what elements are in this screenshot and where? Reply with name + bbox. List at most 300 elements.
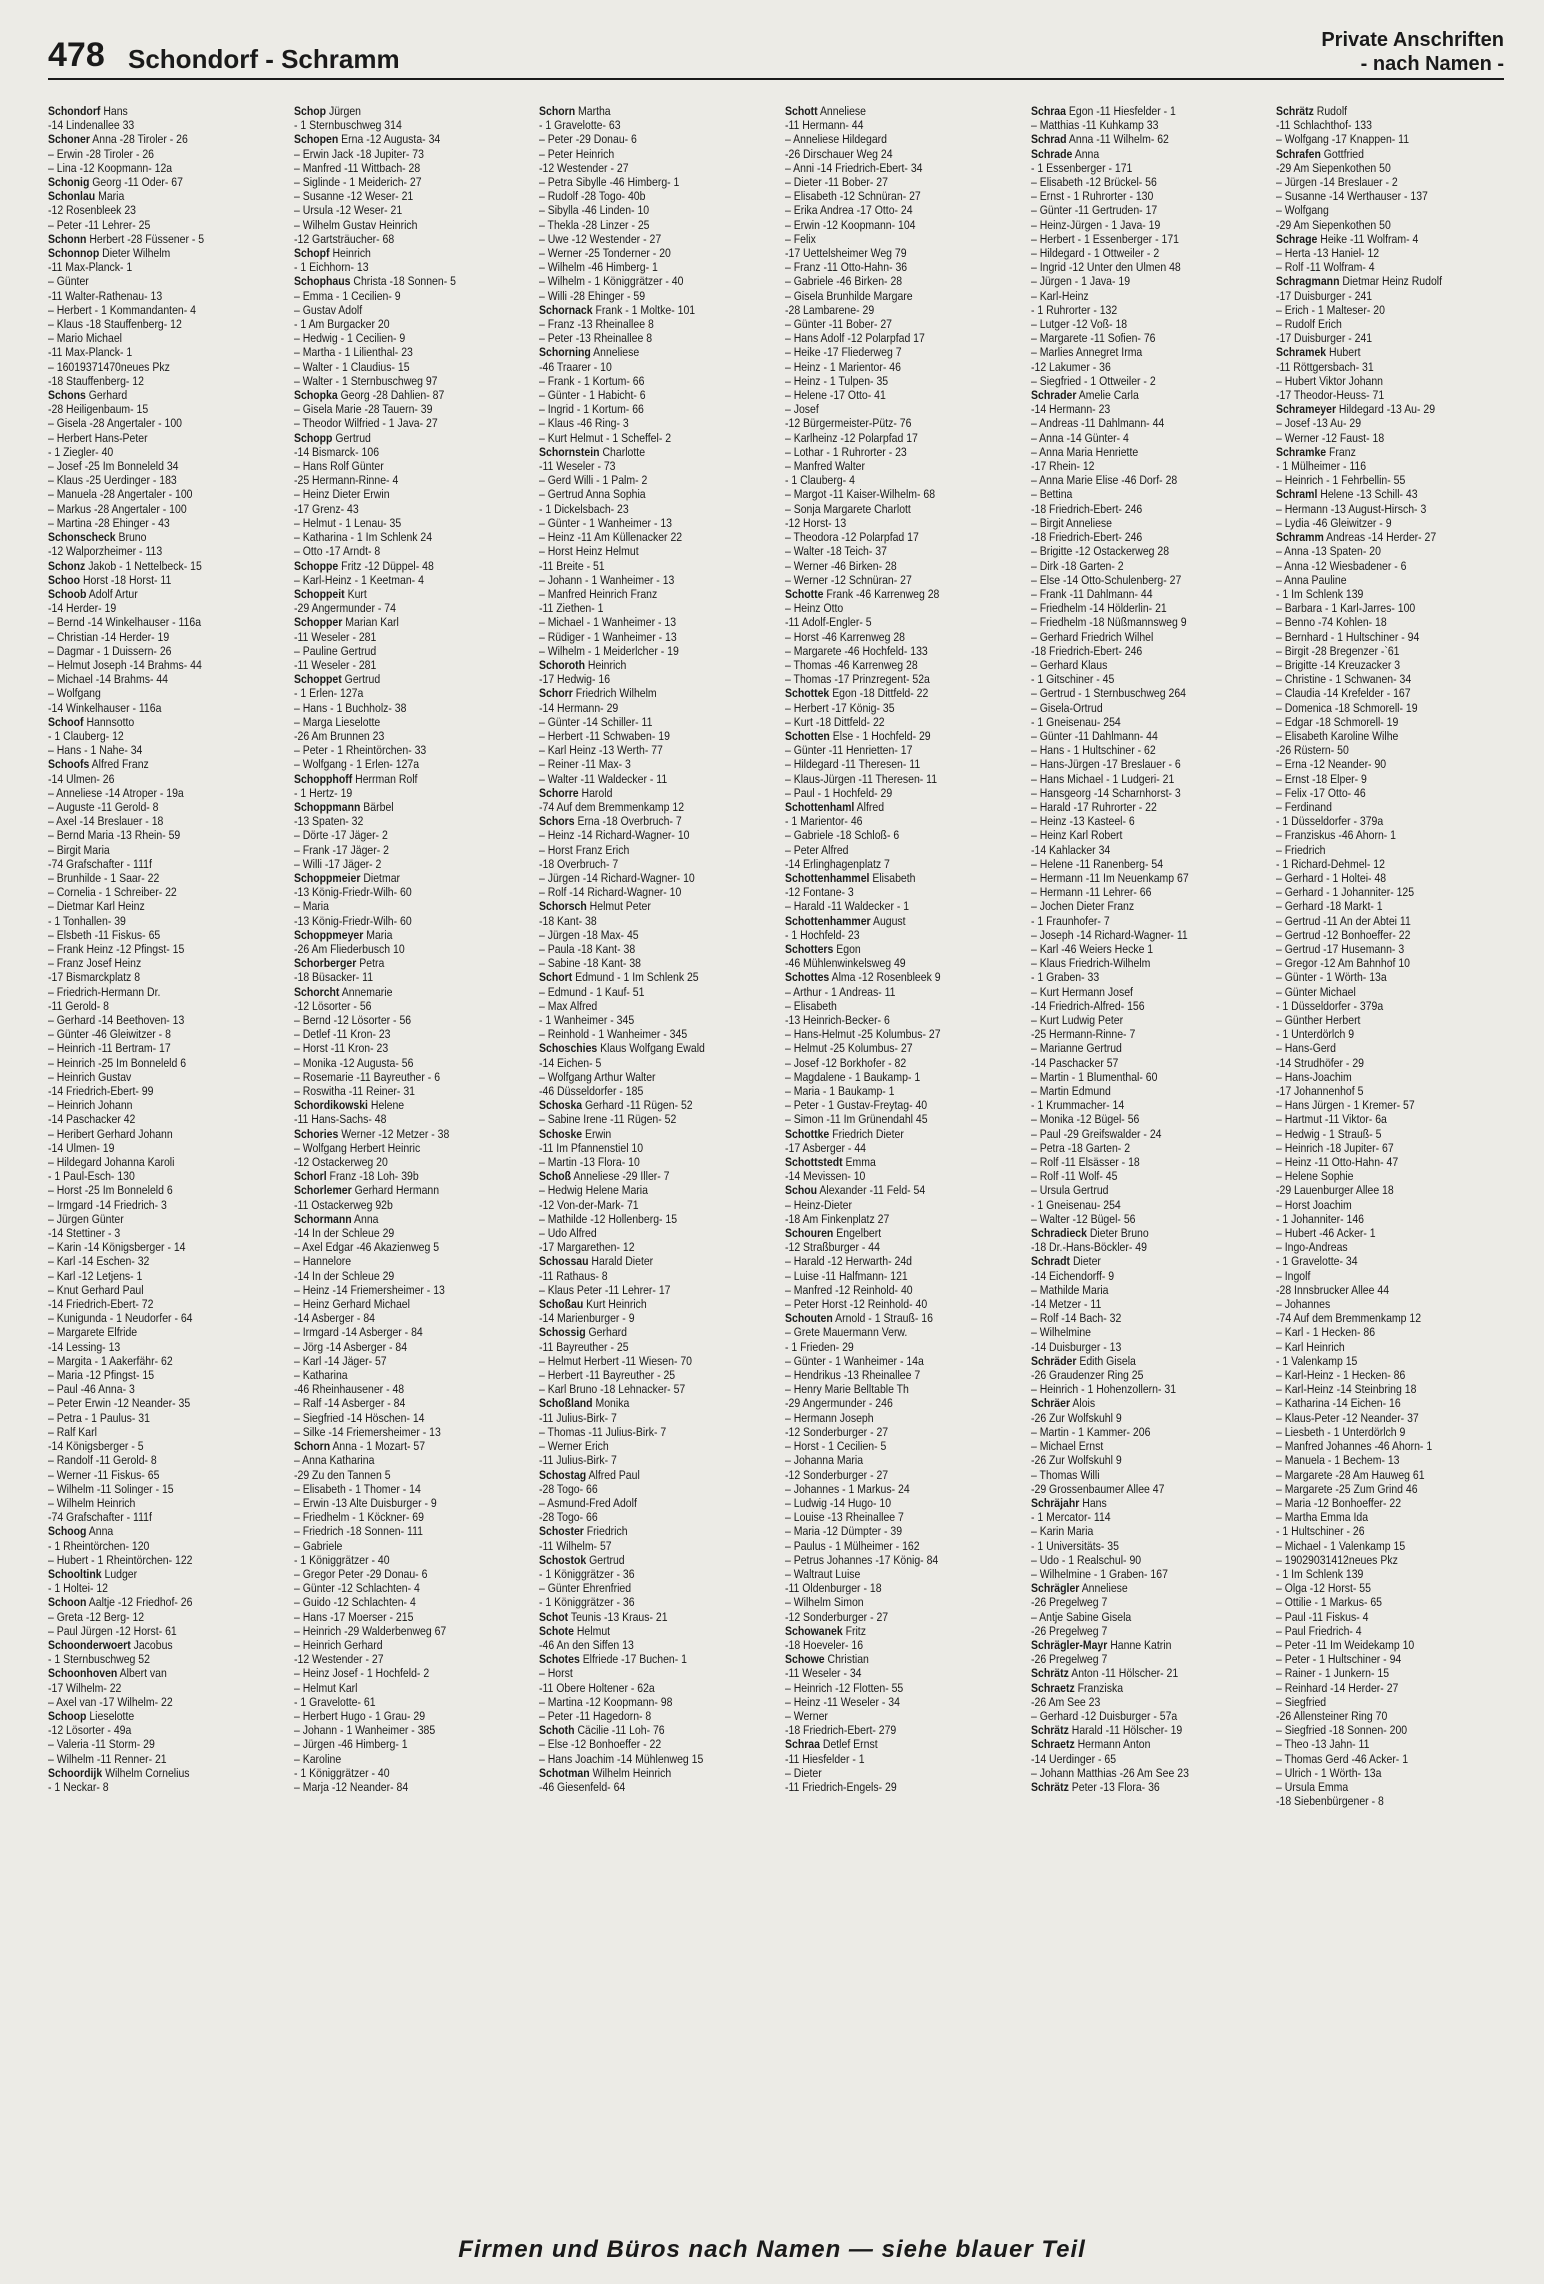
directory-entry bbox=[1276, 1695, 1507, 1709]
entry-text: – Hermann -11 Im Neuenkamp 67 bbox=[1030, 870, 1189, 885]
directory-entry bbox=[294, 246, 525, 260]
entry-text: Anna - 1 Mozart- 57 bbox=[329, 1439, 425, 1454]
directory-entry bbox=[294, 1127, 525, 1141]
entry-text: – Katharina -14 Eichen- 16 bbox=[1276, 1396, 1402, 1411]
entry-text: -26 Am Fliederbusch 10 bbox=[293, 941, 405, 956]
entry-surname: Schrafen bbox=[1276, 146, 1322, 161]
entry-text: -14 Ulmen- 26 bbox=[48, 771, 115, 786]
entry-text: – Jürgen -14 Richard-Wagner- 10 bbox=[539, 870, 696, 885]
entry-text: – Johannes bbox=[1276, 1297, 1331, 1312]
entry-text: - 1 Gneisenau- 254 bbox=[1030, 1197, 1121, 1212]
directory-entry bbox=[1276, 161, 1507, 175]
directory-entry bbox=[539, 544, 770, 558]
directory-entry bbox=[48, 701, 279, 715]
entry-text: -28 Togo- 66 bbox=[539, 1481, 598, 1496]
directory-entry bbox=[48, 189, 279, 203]
directory-entry bbox=[539, 1780, 770, 1794]
entry-text: Gerhard bbox=[585, 1325, 628, 1340]
directory-entry bbox=[539, 189, 770, 203]
entry-text: – Klaus-Peter -12 Neander- 37 bbox=[1276, 1410, 1420, 1425]
directory-entry bbox=[1276, 857, 1507, 871]
entry-text: – Guido -12 Schlachten- 4 bbox=[293, 1595, 416, 1610]
directory-entry bbox=[785, 899, 1016, 913]
directory-entry bbox=[48, 871, 279, 885]
entry-text: Helmut Peter bbox=[587, 899, 652, 914]
directory-entry bbox=[539, 1254, 770, 1268]
entry-text: -14 Eichen- 5 bbox=[539, 1055, 602, 1070]
directory-entry bbox=[785, 1354, 1016, 1368]
entry-text: – Wilhelm -11 Renner- 21 bbox=[48, 1751, 167, 1766]
entry-text: Gerhard bbox=[85, 388, 128, 403]
entry-text: – Paula -18 Kant- 38 bbox=[539, 941, 636, 956]
directory-entry bbox=[539, 1340, 770, 1354]
entry-text: -17 Margarethen- 12 bbox=[539, 1240, 635, 1255]
section-title bbox=[1321, 28, 1504, 76]
directory-entry bbox=[1276, 828, 1507, 842]
directory-entry bbox=[539, 1027, 770, 1041]
directory-entry bbox=[539, 1510, 770, 1524]
directory-entry bbox=[1031, 1226, 1262, 1240]
directory-entry bbox=[539, 672, 770, 686]
directory-entry bbox=[294, 1638, 525, 1652]
entry-text: – Peter -13 Rheinallee 8 bbox=[539, 331, 653, 346]
entry-text: -12 Westender - 27 bbox=[293, 1652, 384, 1667]
entry-text: -26 Am Brunnen 23 bbox=[293, 728, 384, 743]
entry-text: – Manfred Johannes -46 Ahorn- 1 bbox=[1276, 1439, 1433, 1454]
entry-text: – Gerhard Friedrich Wilhel bbox=[1030, 629, 1153, 644]
entry-text: Anneliese bbox=[817, 104, 866, 118]
directory-entry bbox=[48, 232, 279, 246]
entry-text: – Peter -11 Im Weidekamp 10 bbox=[1276, 1637, 1415, 1652]
entry-text: – Heinz -14 Friemersheimer - 13 bbox=[293, 1282, 445, 1297]
directory-entry bbox=[1276, 1183, 1507, 1197]
entry-text: Gertrud bbox=[341, 672, 380, 687]
entry-text: – Ursula Gertrud bbox=[1030, 1183, 1109, 1198]
entry-text: – Anna Marie Elise -46 Dorf- 28 bbox=[1030, 473, 1177, 488]
directory-entry bbox=[1031, 473, 1262, 487]
directory-entry bbox=[1031, 1141, 1262, 1155]
entry-text: -18 Friedrich-Ebert- 246 bbox=[1030, 501, 1142, 516]
directory-entry bbox=[1031, 203, 1262, 217]
directory-entry bbox=[785, 658, 1016, 672]
directory-entry bbox=[48, 1013, 279, 1027]
directory-entry bbox=[48, 615, 279, 629]
directory-entry bbox=[539, 1723, 770, 1737]
entry-text: – Dieter -11 Bober- 27 bbox=[785, 175, 888, 190]
directory-entry bbox=[539, 1624, 770, 1638]
entry-surname: Schostok bbox=[539, 1552, 587, 1567]
directory-entry bbox=[785, 246, 1016, 260]
directory-entry bbox=[785, 800, 1016, 814]
directory-entry bbox=[48, 445, 279, 459]
directory-entry bbox=[785, 1340, 1016, 1354]
entry-text: – Helene -11 Ranenberg- 54 bbox=[1030, 856, 1163, 871]
entry-text: – Gregor Peter -29 Donau- 6 bbox=[293, 1566, 428, 1581]
directory-entry bbox=[539, 1524, 770, 1538]
directory-entry bbox=[294, 203, 525, 217]
entry-text: -11 Weseler - 281 bbox=[293, 629, 377, 644]
entry-text: – Heinrich Johann bbox=[48, 1098, 133, 1113]
directory-entry bbox=[1031, 1496, 1262, 1510]
directory-entry bbox=[1276, 1325, 1507, 1339]
directory-entry bbox=[48, 658, 279, 672]
directory-entry bbox=[1031, 1254, 1262, 1268]
directory-entry bbox=[1276, 1070, 1507, 1084]
entry-text: Klaus Wolfgang Ewald bbox=[597, 1041, 706, 1056]
entry-text: - 1 Holtei- 12 bbox=[48, 1581, 109, 1596]
directory-entry bbox=[294, 1723, 525, 1737]
directory-entry bbox=[785, 644, 1016, 658]
directory-entry bbox=[294, 601, 525, 615]
entry-text: – Paul -46 Anna- 3 bbox=[48, 1382, 135, 1397]
entry-text: -11 Weseler - 34 bbox=[785, 1666, 862, 1681]
entry-surname: Schop bbox=[293, 104, 326, 118]
entry-text: – 16019371470neues Pkz bbox=[48, 359, 170, 374]
directory-entry bbox=[785, 161, 1016, 175]
directory-entry bbox=[539, 956, 770, 970]
directory-entry bbox=[1276, 1496, 1507, 1510]
directory-entry bbox=[785, 1610, 1016, 1624]
directory-entry bbox=[539, 502, 770, 516]
directory-entry bbox=[539, 1482, 770, 1496]
directory-entry bbox=[1276, 1439, 1507, 1453]
entry-text: – Anna -12 Wiesbadener - 6 bbox=[1276, 558, 1407, 573]
entry-text: - 1 Im Schlenk 139 bbox=[1276, 586, 1364, 601]
entry-text: – Siegfried bbox=[1276, 1694, 1327, 1709]
entry-text: – Jürgen -14 Breslauer - 2 bbox=[1276, 175, 1399, 190]
directory-entry bbox=[1031, 1595, 1262, 1609]
entry-text: -46 Traarer - 10 bbox=[539, 359, 613, 374]
directory-entry bbox=[294, 786, 525, 800]
entry-text: – Harald -11 Waldecker - 1 bbox=[785, 899, 910, 914]
entry-text: – Elisabeth Karoline Wilhe bbox=[1276, 728, 1399, 743]
entry-text: – Martin - 1 Kammer- 206 bbox=[1030, 1424, 1151, 1439]
directory-entry bbox=[294, 274, 525, 288]
entry-text: - 1 Königgrätzer - 36 bbox=[539, 1595, 635, 1610]
entry-text: -11 Oldenburger - 18 bbox=[785, 1581, 882, 1596]
entry-text: - 1 Neckar- 8 bbox=[48, 1779, 109, 1794]
entry-text: -11 Friedrich-Engels- 29 bbox=[785, 1779, 897, 1794]
directory-entry bbox=[294, 402, 525, 416]
directory-entry bbox=[294, 1752, 525, 1766]
entry-text: – Margarete -11 Sofien- 76 bbox=[1030, 331, 1156, 346]
entry-text: – Jochen Dieter Franz bbox=[1030, 899, 1134, 914]
entry-surname: Schraa bbox=[785, 1737, 820, 1752]
directory-entry bbox=[1031, 672, 1262, 686]
directory-entry bbox=[1031, 260, 1262, 274]
entry-text: – Gertrud -12 Bonhoeffer- 22 bbox=[1276, 927, 1411, 942]
directory-entry bbox=[294, 1709, 525, 1723]
entry-text: – Bettina bbox=[1030, 487, 1073, 502]
entry-text: – Heinrich Gustav bbox=[48, 1069, 132, 1084]
entry-text: – Peter Erwin -12 Neander- 35 bbox=[48, 1396, 191, 1411]
directory-entry bbox=[48, 1183, 279, 1197]
directory-entry bbox=[1276, 1141, 1507, 1155]
directory-entry bbox=[1276, 345, 1507, 359]
entry-surname: Schraetz bbox=[1030, 1680, 1075, 1695]
directory-entry bbox=[1276, 814, 1507, 828]
entry-text: – Horst Heinz Helmut bbox=[539, 544, 639, 559]
entry-text: – Michael Ernst bbox=[1030, 1439, 1103, 1454]
directory-entry bbox=[1276, 388, 1507, 402]
entry-text: -14 Ulmen- 19 bbox=[48, 1140, 115, 1155]
entry-text: Maria bbox=[95, 189, 125, 204]
entry-text: – Hans -17 Moerser - 215 bbox=[293, 1609, 414, 1624]
entry-text: – Gisela Marie -28 Tauern- 39 bbox=[293, 402, 433, 417]
directory-entry bbox=[1276, 615, 1507, 629]
entry-text: – Edgar -18 Schmorell- 19 bbox=[1276, 714, 1399, 729]
entry-text: – Peter - 1 Gustav-Freytag- 40 bbox=[785, 1098, 928, 1113]
directory-entry bbox=[785, 1482, 1016, 1496]
directory-entry bbox=[48, 1439, 279, 1453]
entry-surname: Schors bbox=[539, 814, 575, 829]
entry-text: – Gabriele -46 Birken- 28 bbox=[785, 274, 903, 289]
entry-text: Alma -12 Rosenbleek 9 bbox=[829, 970, 941, 985]
directory-entry bbox=[1276, 1652, 1507, 1666]
entry-text: – Udo - 1 Realschul- 90 bbox=[1030, 1552, 1141, 1567]
directory-entry bbox=[539, 1297, 770, 1311]
entry-text: – Matthias -11 Kuhkamp 33 bbox=[1030, 118, 1159, 133]
directory-column-6 bbox=[1276, 104, 1508, 2224]
directory-entry bbox=[539, 786, 770, 800]
entry-text: – Wolfgang Herbert Heinric bbox=[293, 1140, 420, 1155]
directory-entry bbox=[1031, 1482, 1262, 1496]
directory-entry bbox=[48, 1354, 279, 1368]
entry-text: Cäcilie -11 Loh- 76 bbox=[574, 1723, 665, 1738]
directory-entry bbox=[48, 1226, 279, 1240]
directory-entry bbox=[294, 814, 525, 828]
directory-entry bbox=[1276, 1382, 1507, 1396]
entry-surname: Schoon bbox=[48, 1595, 87, 1610]
entry-text: Elfriede -17 Buchen- 1 bbox=[580, 1652, 688, 1667]
directory-entry bbox=[48, 147, 279, 161]
entry-text: Harald -11 Hölscher- 19 bbox=[1068, 1723, 1182, 1738]
entry-text: – Axel van -17 Wilhelm- 22 bbox=[48, 1694, 173, 1709]
directory-entry bbox=[294, 743, 525, 757]
directory-entry bbox=[785, 1141, 1016, 1155]
entry-text: – Hans - 1 Nahe- 34 bbox=[48, 743, 143, 758]
entry-surname: Schottke bbox=[785, 1126, 830, 1141]
directory-entry bbox=[539, 1638, 770, 1652]
entry-text: – Günter - 1 Wanheimer - 13 bbox=[539, 515, 673, 530]
entry-text: - 1 Düsseldorfer - 379a bbox=[1276, 998, 1384, 1013]
directory-entry bbox=[539, 487, 770, 501]
entry-text: – Günther Herbert bbox=[1276, 1013, 1361, 1027]
directory-entry bbox=[48, 516, 279, 530]
directory-entry bbox=[539, 317, 770, 331]
entry-text: -17 Theodor-Heuss- 71 bbox=[1276, 388, 1385, 403]
directory-entry bbox=[785, 743, 1016, 757]
directory-entry bbox=[785, 1524, 1016, 1538]
directory-entry bbox=[1031, 715, 1262, 729]
entry-text: – Randolf -11 Gerold- 8 bbox=[48, 1453, 157, 1468]
entry-text: - 1 Rheintörchen- 120 bbox=[48, 1538, 150, 1553]
entry-text: – Kurt Helmut - 1 Scheffel- 2 bbox=[539, 430, 672, 445]
directory-entry bbox=[294, 1453, 525, 1467]
entry-surname: Schophaus bbox=[293, 274, 351, 289]
entry-text: – Wolfgang Arthur Walter bbox=[539, 1069, 656, 1084]
entry-text: -11 Breite - 51 bbox=[539, 558, 605, 573]
entry-text: -17 Hedwig- 16 bbox=[539, 672, 611, 687]
entry-text: -14 Erlinghagenplatz 7 bbox=[785, 856, 890, 871]
entry-surname: Schraetz bbox=[1030, 1737, 1075, 1752]
directory-entry bbox=[539, 1127, 770, 1141]
entry-surname: Schoroth bbox=[539, 657, 586, 672]
entry-surname: Schottenhammel bbox=[785, 870, 870, 885]
entry-text: – Hedwig Helene Maria bbox=[539, 1183, 649, 1198]
directory-entry bbox=[1276, 715, 1507, 729]
directory-entry bbox=[785, 701, 1016, 715]
directory-entry bbox=[539, 1112, 770, 1126]
entry-text: – Ingrid - 1 Kortum- 66 bbox=[539, 402, 645, 417]
entry-text: – Andreas -11 Dahlmann- 44 bbox=[1030, 416, 1164, 431]
entry-text: – Peter Heinrich bbox=[539, 146, 615, 161]
entry-text: Gerhard -11 Rügen- 52 bbox=[582, 1098, 693, 1113]
directory-entry bbox=[539, 1098, 770, 1112]
entry-text: – Mario Michael bbox=[48, 331, 122, 346]
directory-entry bbox=[1276, 1297, 1507, 1311]
directory-entry bbox=[294, 445, 525, 459]
directory-entry bbox=[1031, 985, 1262, 999]
entry-text: – Elisabeth -12 Brückel- 56 bbox=[1030, 175, 1157, 190]
entry-text: Anna -28 Tiroler - 26 bbox=[89, 132, 188, 147]
entry-surname: Schrage bbox=[1276, 231, 1318, 246]
entry-text: Egon bbox=[833, 941, 861, 956]
entry-text: – Heinz-Dieter bbox=[785, 1197, 852, 1212]
directory-entry bbox=[785, 189, 1016, 203]
entry-text: – Erwin -13 Alte Duisburger - 9 bbox=[293, 1495, 437, 1510]
directory-entry bbox=[48, 1453, 279, 1467]
entry-surname: Schories bbox=[293, 1126, 338, 1141]
directory-entry bbox=[1276, 956, 1507, 970]
entry-text: – Roswitha -11 Reiner- 31 bbox=[293, 1084, 415, 1099]
entry-text: – Hans - 1 Hultschiner - 62 bbox=[1030, 743, 1156, 758]
directory-entry bbox=[1031, 1240, 1262, 1254]
entry-text: – Wilhelmine bbox=[1030, 1325, 1091, 1340]
entry-text: – Pauline Gertrud bbox=[293, 643, 376, 658]
directory-entry bbox=[48, 1084, 279, 1098]
directory-entry bbox=[539, 1354, 770, 1368]
directory-entry bbox=[1276, 1041, 1507, 1055]
entry-text: -18 Kant- 38 bbox=[539, 913, 598, 928]
entry-text: – Reiner -11 Max- 3 bbox=[539, 757, 632, 772]
entry-text: – Hans Rolf Günter bbox=[293, 459, 384, 474]
directory-entry bbox=[1276, 1482, 1507, 1496]
entry-text: – Thomas -17 Prinzregent- 52a bbox=[785, 672, 930, 687]
entry-text: - 1 Marientor- 46 bbox=[785, 814, 863, 829]
entry-text: – Heinz Otto bbox=[785, 601, 844, 616]
directory-entry bbox=[1031, 899, 1262, 913]
directory-entry bbox=[1276, 104, 1507, 118]
entry-text: Engelbert bbox=[833, 1226, 882, 1241]
entry-text: – Petra - 1 Paulus- 31 bbox=[48, 1410, 150, 1425]
entry-text: Lieselotte bbox=[86, 1708, 135, 1723]
directory-entry bbox=[785, 1681, 1016, 1695]
entry-text: - 1 Sternbuschweg 52 bbox=[48, 1652, 150, 1667]
directory-entry bbox=[294, 985, 525, 999]
entry-text: – Günter Michael bbox=[1276, 984, 1357, 999]
entry-text: – Martha - 1 Lilienthal- 23 bbox=[293, 345, 413, 360]
directory-entry bbox=[1276, 132, 1507, 146]
directory-entry bbox=[1031, 1752, 1262, 1766]
entry-text: Charlotte bbox=[599, 444, 646, 459]
entry-text: – Karlheinz -12 Polarpfad 17 bbox=[785, 430, 918, 445]
entry-surname: Schoschies bbox=[539, 1041, 598, 1056]
directory-entry bbox=[785, 1666, 1016, 1680]
entry-text: – Anneliese Hildegard bbox=[785, 132, 887, 147]
directory-entry bbox=[294, 1027, 525, 1041]
entry-text: Christian bbox=[824, 1652, 869, 1667]
entry-text: – Helene Sophie bbox=[1276, 1169, 1354, 1184]
entry-text: – Marlies Annegret Irma bbox=[1030, 345, 1142, 360]
directory-entry bbox=[539, 1695, 770, 1709]
directory-entry bbox=[294, 1354, 525, 1368]
entry-text: – Wilhelm - 1 Königgrätzer - 40 bbox=[539, 274, 684, 289]
entry-text: – Herbert Hans-Peter bbox=[48, 430, 148, 445]
directory-entry bbox=[1031, 1610, 1262, 1624]
entry-text: – Werner Erich bbox=[539, 1439, 610, 1454]
entry-text: -18 Büsacker- 11 bbox=[293, 970, 373, 985]
directory-entry bbox=[294, 1212, 525, 1226]
directory-entry bbox=[539, 1411, 770, 1425]
entry-text: – Marja -12 Neander- 84 bbox=[293, 1779, 408, 1794]
directory-entry bbox=[294, 1766, 525, 1780]
entry-text: – Christian -14 Herder- 19 bbox=[48, 629, 170, 644]
directory-entry bbox=[294, 772, 525, 786]
entry-text: – Gerhard -14 Beethoven- 13 bbox=[48, 1013, 185, 1027]
directory-entry bbox=[1031, 1098, 1262, 1112]
directory-entry bbox=[48, 317, 279, 331]
directory-entry bbox=[294, 956, 525, 970]
entry-text: – Herbert -17 König- 35 bbox=[785, 700, 895, 715]
directory-entry bbox=[294, 147, 525, 161]
entry-text: – Lothar - 1 Ruhrorter - 23 bbox=[785, 444, 907, 459]
entry-text: -12 Lakumer - 36 bbox=[1030, 359, 1111, 374]
entry-text: – Silke -14 Friemersheimer - 13 bbox=[293, 1424, 441, 1439]
directory-entry bbox=[539, 899, 770, 913]
entry-text: – Maria bbox=[293, 899, 329, 914]
entry-text: -26 Zur Wolfskuhl 9 bbox=[1030, 1410, 1122, 1425]
entry-text: – Rolf -14 Richard-Wagner- 10 bbox=[539, 885, 682, 900]
directory-entry bbox=[785, 1468, 1016, 1482]
entry-text: – Dagmar - 1 Duissern- 26 bbox=[48, 643, 172, 658]
entry-text: – Manuela -28 Angertaler - 100 bbox=[48, 487, 193, 502]
directory-entry bbox=[785, 630, 1016, 644]
entry-text: – Heike -17 Fliederweg 7 bbox=[785, 345, 902, 360]
entry-text: – Peter -29 Donau- 6 bbox=[539, 132, 638, 147]
directory-entry bbox=[785, 914, 1016, 928]
entry-text: -14 Herder- 19 bbox=[48, 601, 117, 616]
directory-entry bbox=[785, 1411, 1016, 1425]
directory-entry bbox=[785, 715, 1016, 729]
entry-surname: Schowe bbox=[785, 1652, 825, 1667]
entry-text: – Hedwig - 1 Cecilien- 9 bbox=[293, 331, 405, 346]
directory-entry bbox=[785, 1396, 1016, 1410]
entry-surname: Schrader bbox=[1030, 388, 1077, 403]
directory-entry bbox=[294, 459, 525, 473]
directory-entry bbox=[48, 800, 279, 814]
directory-entry bbox=[1276, 942, 1507, 956]
entry-text: – Horst bbox=[539, 1666, 574, 1681]
directory-entry bbox=[785, 1752, 1016, 1766]
directory-entry bbox=[1031, 956, 1262, 970]
directory-entry bbox=[1031, 360, 1262, 374]
directory-entry bbox=[539, 800, 770, 814]
entry-text: -46 Mühlenwinkelsweg 49 bbox=[785, 956, 906, 971]
directory-entry bbox=[539, 274, 770, 288]
entry-text: Elisabeth bbox=[869, 870, 916, 885]
directory-entry bbox=[785, 402, 1016, 416]
